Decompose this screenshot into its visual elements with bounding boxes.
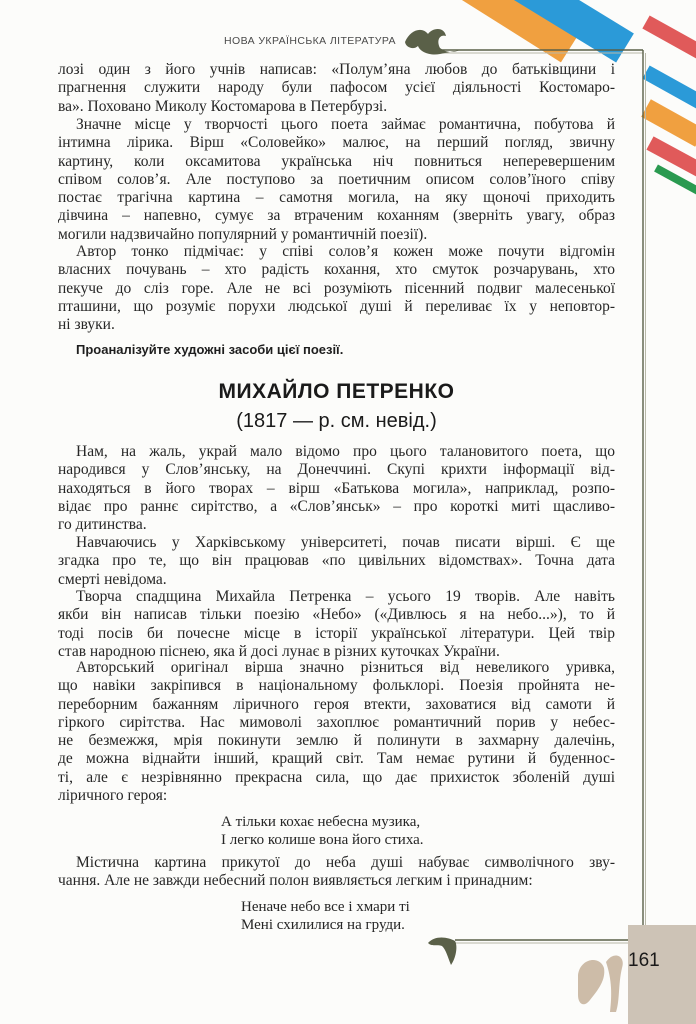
text-line: дівчина – напевно, сумує за втраченим коханням (зверніть увагу, образ <box>58 207 615 225</box>
text-line: власних почувань – хто радість кохання, хто смуток розчарувань, хто <box>58 261 615 279</box>
text-line: лозі один з його учнів написав: «Полум’яна любов до батьківщини і <box>58 61 615 78</box>
text-line: Неначе небо все і хмари ті <box>241 899 410 915</box>
verse-quote-2 <box>241 898 410 935</box>
page-number-tab <box>628 925 696 1024</box>
ornament-bottom-icon <box>428 938 456 966</box>
paragraph-1 <box>58 61 615 116</box>
text-line: пекуче до сліз горе. Але не всі розуміють пісенний подвиг малесенької <box>58 279 615 297</box>
text-line: А тільки кохає небесна музика, <box>221 814 421 830</box>
text-line: находяться в його творах – вірш «Батькова могила», наприклад, розпо- <box>58 479 615 497</box>
paragraph-2 <box>58 116 615 244</box>
text-line: смерті невідома. <box>58 570 167 588</box>
text-line: співом солов’я. Але поступово за поетичним описом солов’їного співу <box>58 170 615 188</box>
page-number: 161 <box>628 950 660 971</box>
paragraph-4 <box>58 443 615 534</box>
text-line: ні звуки. <box>58 316 115 334</box>
section-subtitle: (1817 — р. см. невід.) <box>236 410 437 432</box>
text-line: ва». Поховано Миколу Костомарова в Петербурзі. <box>58 97 388 115</box>
paragraph-8 <box>58 854 615 891</box>
paragraph-3 <box>58 243 615 334</box>
text-line: Значне місце у творчості цього поета займає романтична, побутова й <box>76 116 615 133</box>
text-line: гіркого сирітства. Нас мимоволі захоплює романтичний порив у небес- <box>58 713 615 731</box>
text-line: І легко колише вона його стиха. <box>221 832 424 849</box>
text-line: не безмежжя, мрія покинути землю й полинути в захмарну далечінь, <box>58 732 615 750</box>
text-line: Містична картина прикутої до неба душі набуває символічного зву- <box>76 854 615 871</box>
text-line: го дитинства. <box>58 516 147 534</box>
task-prompt: Проаналізуйте художні засоби цієї поезії. <box>76 342 344 357</box>
paragraph-5 <box>58 534 615 589</box>
text-line: що навіки закріпився в національному фольклорі. Поезія пройнята не- <box>58 677 615 695</box>
text-line: Творча спадщина Михайла Петренка – усього 19 творів. Але навіть <box>76 588 615 605</box>
running-header: НОВА УКРАЇНСЬКА ЛІТЕРАТУРА <box>224 35 396 47</box>
text-line: відає про раннє сирітство, а «Слов’янськ» – про короткі миті щасливо- <box>58 497 615 515</box>
text-line: могили надзвичайно популярний у романтичній поезії). <box>58 225 428 243</box>
section-title: МИХАЙЛО ПЕТРЕНКО <box>218 380 455 403</box>
text-line: пташини, що розуміє порухи людської душі й переливає їх у неповтор- <box>58 297 615 315</box>
text-line: Авторський оригінал вірша значно різниться від невеликого уривка, <box>76 659 615 676</box>
text-line: народився у Слов’янську, на Донеччині. Скупі крихти інформації від- <box>58 461 615 479</box>
verse-quote-1 <box>221 813 424 850</box>
text-line: згадка про те, що він працював «по цивільних відомствах». Точна дата <box>58 552 615 570</box>
paragraph-7 <box>58 659 615 805</box>
text-line: ті, але є незрівнянно прекрасна сила, що дає прихисток зболеній душі <box>58 768 615 786</box>
text-line: постає трагічна картина – самотня могила, на яку щоночі приходить <box>58 189 615 207</box>
text-line: Навчаючись у Харківському університеті, почав писати вірші. Є ще <box>76 534 615 551</box>
text-line: ліричного героя: <box>58 787 168 805</box>
text-line: картину, коли оксамитова українська ніч повниться неперевершеним <box>58 152 615 170</box>
paragraph-6 <box>58 588 615 661</box>
text-line: Нам, на жаль, украй мало відомо про цього талановитого поета, що <box>76 443 615 460</box>
text-line: прагнення служити народу були пафосом усієї діяльності Костомаро- <box>58 79 615 97</box>
text-line: став народною піснею, яка й досі лунає в різних куточках України. <box>58 642 500 660</box>
text-line: Мені схилилися на груди. <box>241 917 405 934</box>
text-line: інтимна лірика. Вірш «Соловейко» малює, на перший погляд, звичну <box>58 134 615 152</box>
page-swirl-icon <box>578 955 623 1012</box>
text-line: чання. Але не завжди небесний полон виявляється легким і принадним: <box>58 872 533 890</box>
text-line: тоді посів би почесне місце в історії української літератури. Цей твір <box>58 624 615 642</box>
text-line: якби він написав тільки поезію «Небо» («Дивлюсь я на небо...»), то й <box>58 606 615 624</box>
text-line: де можна віднайти інший, кращий світ. Там немає рутини й буденнос- <box>58 750 615 768</box>
text-line: переборним бажанням ліричного героя втекти, заховатися від самоти й <box>58 695 615 713</box>
text-line: Автор тонко підмічає: у співі солов’я кожен може почути відгомін <box>76 243 615 260</box>
